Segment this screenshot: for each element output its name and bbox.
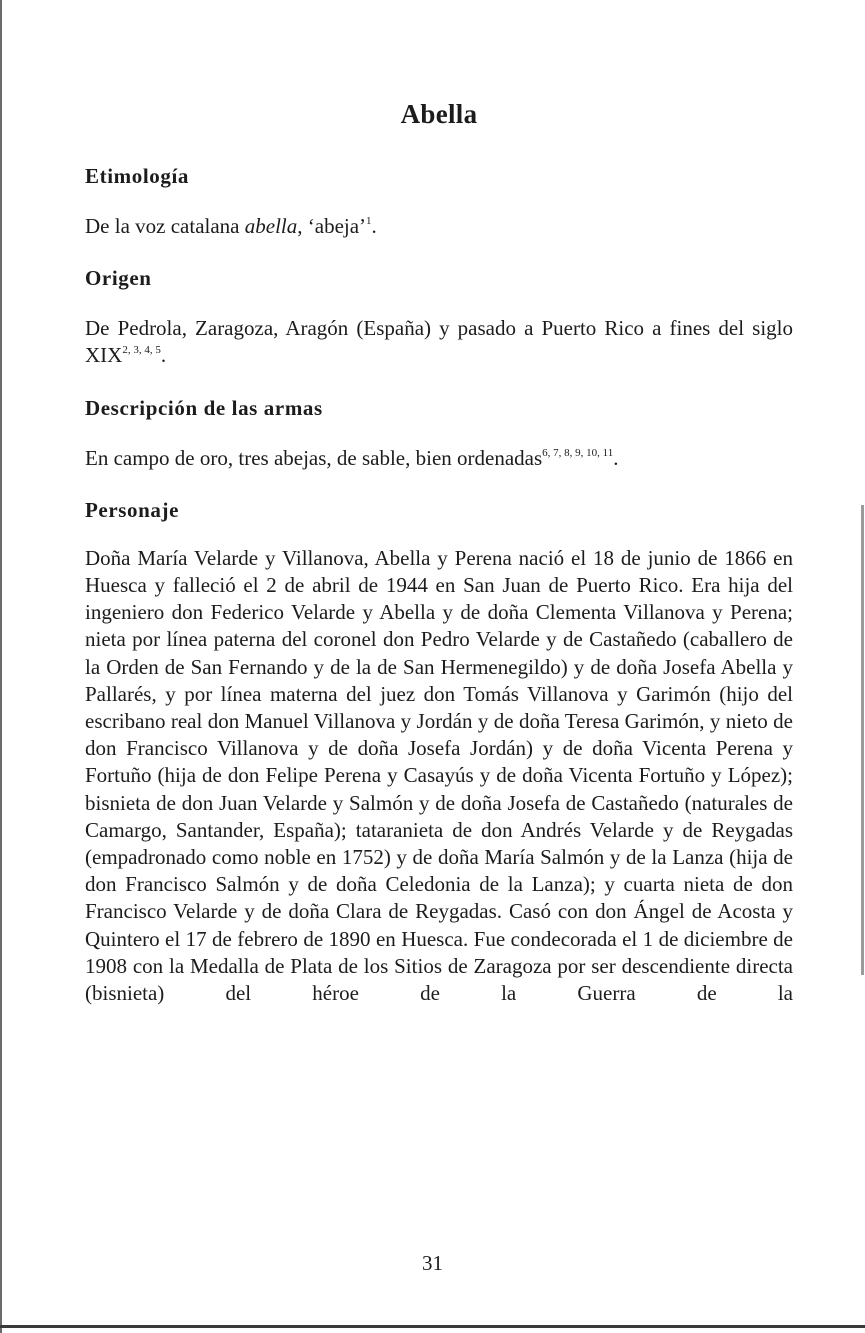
origen-paragraph bbox=[85, 315, 793, 369]
heading-origen: Origen bbox=[85, 266, 152, 291]
page-title: Abella bbox=[400, 99, 478, 129]
personaje-paragraph: Doña María Velarde y Villanova, Abella y Perena nació el 18 de junio de 1866 en Huesca y falleció el 2 de abril de 1944 en San Juan de Puerto Rico. Era hija del ingeniero don Federico Velarde y Abella y de doña Clementa Villanova y Perena; nieta por línea paterna del coronel don Pedro Velarde y de Castañedo (caballero de la Orden de San Fernando y de la de San Hermenegildo) y de doña Josefa Abella y Pallarés, y por línea materna del juez don Tomás Villanova y Garimón (hijo del escribano real don Manuel Villanova y Jordán y de doña Teresa Garimón, y nieto de don Francisco Villanova y de doña Josefa Jordán) y de doña Vicenta Perena y Fortuño (hija de don Felipe Perena y Casayús y de doña Vicenta Fortuño y López); bisnieta de don Juan Velarde y Salmón y de doña Josefa de Castañedo (naturales de Camargo, Santander, España); tataranieta de don Andrés Velarde y de Reygadas (empadronado como noble en 1752) y de doña María Salmón y de la Lanza (hija de don Francisco Salmón y de doña Celedonia de la Lanza); y cuarta nieta de don Francisco Velarde y de doña Clara de Reygadas. Casó con don Ángel de Acosta y Quintero el 17 de febrero de 1890 en Huesca. Fue condecorada el 1 de diciembre de 1908 con la Medalla de Plata de los Sitios de Zaragoza por ser descendiente directa (bisnieta) del héroe de la Guerra de la bbox=[85, 545, 793, 1006]
scan-edge-bottom bbox=[0, 1325, 865, 1328]
etimologia-italic-word: abella bbox=[244, 214, 298, 238]
origen-end: . bbox=[160, 343, 167, 368]
etimologia-text-after: , ‘abeja’ bbox=[297, 214, 367, 238]
footnote-ref: 6, 7, 8, 9, 10, 11 bbox=[542, 446, 614, 459]
page-number: 31 bbox=[422, 1251, 443, 1275]
armas-text: En campo de oro, tres abejas, de sable, bien ordenadas bbox=[85, 445, 543, 470]
etimologia-end: . bbox=[371, 214, 377, 238]
footnote-ref: 1 bbox=[366, 215, 372, 227]
heading-personaje: Personaje bbox=[85, 497, 180, 522]
etimologia-text-before: De la voz catalana bbox=[85, 214, 245, 238]
armas-end: . bbox=[613, 445, 619, 470]
heading-etimologia: Etimología bbox=[85, 164, 189, 188]
heading-armas: Descripción de las armas bbox=[85, 395, 323, 420]
footnote-ref: 2, 3, 4, 5 bbox=[122, 344, 161, 357]
page-content bbox=[85, 96, 793, 1007]
origen-text: De Pedrola, Zaragoza, Aragón (España) y pasado a Puerto Rico a fines del siglo XIX bbox=[85, 316, 793, 368]
armas-paragraph bbox=[85, 445, 793, 472]
etimologia-paragraph bbox=[85, 213, 793, 240]
scan-edge-left bbox=[0, 0, 2, 1333]
scan-edge-right bbox=[861, 505, 864, 975]
